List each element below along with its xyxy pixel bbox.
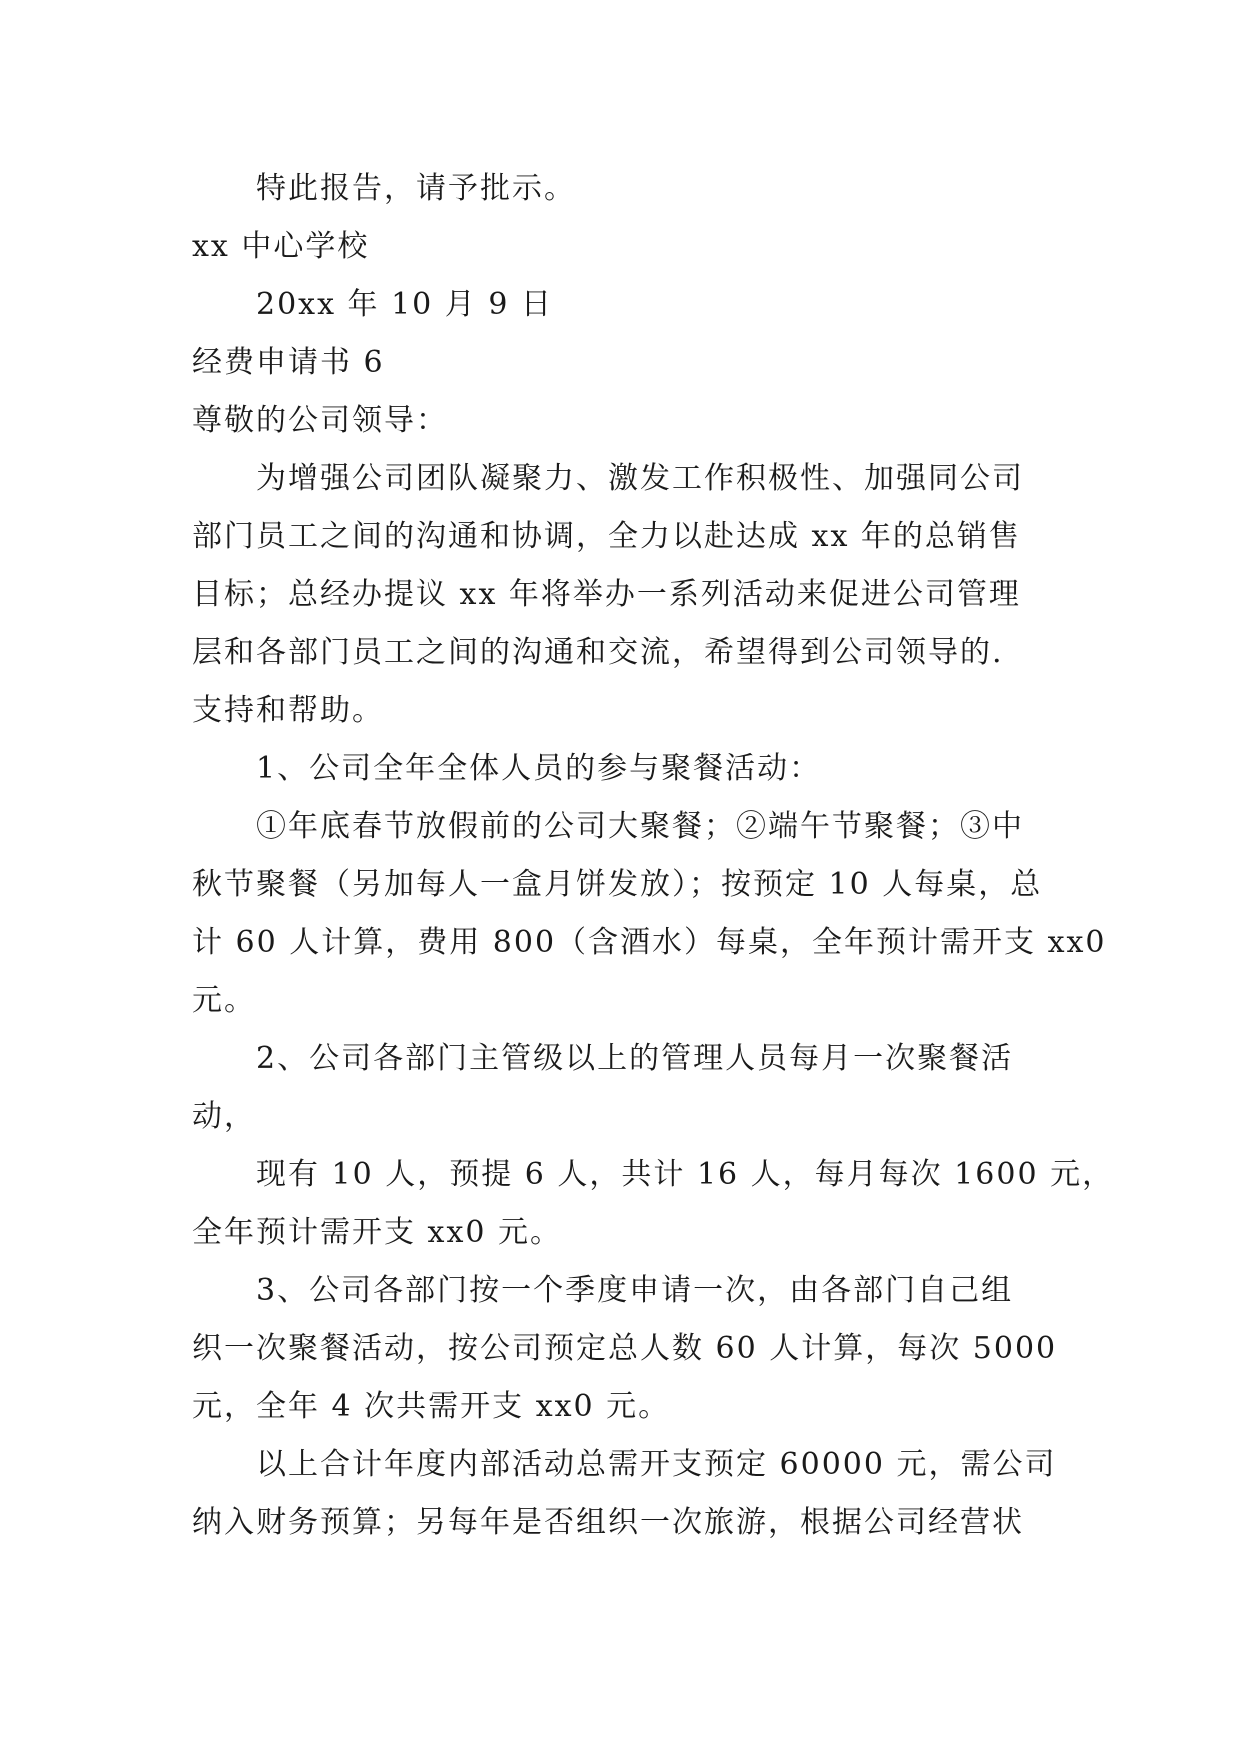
date-line: 20xx 年 10 月 9 日	[256, 287, 553, 322]
paragraph-line: 动，	[192, 1099, 256, 1134]
paragraph-line: ①年底春节放假前的公司大聚餐；②端午节聚餐；③中	[256, 809, 1024, 844]
paragraph-line: 元。	[192, 983, 256, 1018]
closing-line: 特此报告，请予批示。	[256, 171, 576, 206]
paragraph-line: 层和各部门员工之间的沟通和交流，希望得到公司领导的.	[192, 635, 1004, 670]
paragraph-line: 以上合计年度内部活动总需开支预定 60000 元，需公司	[256, 1447, 1057, 1482]
paragraph-item-2-detail	[192, 1146, 1115, 1262]
paragraph-line: 计 60 人计算，费用 800（含酒水）每桌，全年预计需开支 xx0	[192, 925, 1107, 960]
paragraph-item-3	[192, 1262, 1062, 1436]
paragraph-summary	[192, 1436, 1062, 1552]
paragraph-line: 目标；总经办提议 xx 年将举办一系列活动来促进公司管理	[192, 577, 1021, 612]
paragraph-line: 全年预计需开支 xx0 元。	[192, 1215, 562, 1250]
paragraph-line: 1、公司全年全体人员的参与聚餐活动：	[256, 751, 822, 786]
paragraph-item-2	[192, 1030, 1062, 1146]
paragraph-line: 支持和帮助。	[192, 693, 384, 728]
section-title: 经费申请书 6	[192, 345, 385, 380]
paragraph-item-1	[192, 740, 1062, 798]
paragraph-line: 为增强公司团队凝聚力、激发工作积极性、加强同公司	[256, 461, 1024, 496]
paragraph-line: 现有 10 人，预提 6 人，共计 16 人，每月每次 1600 元，	[256, 1157, 1115, 1192]
paragraph-intro	[192, 450, 1062, 740]
paragraph-line: 部门员工之间的沟通和协调，全力以赴达成 xx 年的总销售	[192, 519, 1021, 554]
salutation: 尊敬的公司领导：	[192, 403, 448, 438]
paragraph-line: 3、公司各部门按一个季度申请一次，由各部门自己组	[256, 1273, 1014, 1308]
paragraph-line: 元，全年 4 次共需开支 xx0 元。	[192, 1389, 671, 1424]
paragraph-line: 纳入财务预算；另每年是否组织一次旅游，根据公司经营状	[192, 1505, 1024, 1540]
paragraph-line: 秋节聚餐（另加每人一盒月饼发放）；按预定 10 人每桌，总	[192, 867, 1043, 902]
paragraph-line: 织一次聚餐活动，按公司预定总人数 60 人计算，每次 5000	[192, 1331, 1058, 1366]
paragraph-item-1-detail	[192, 798, 1107, 1030]
paragraph-line: 2、公司各部门主管级以上的管理人员每月一次聚餐活	[256, 1041, 1014, 1076]
document-body	[192, 160, 1115, 1552]
signer-line: xx 中心学校	[192, 229, 370, 264]
